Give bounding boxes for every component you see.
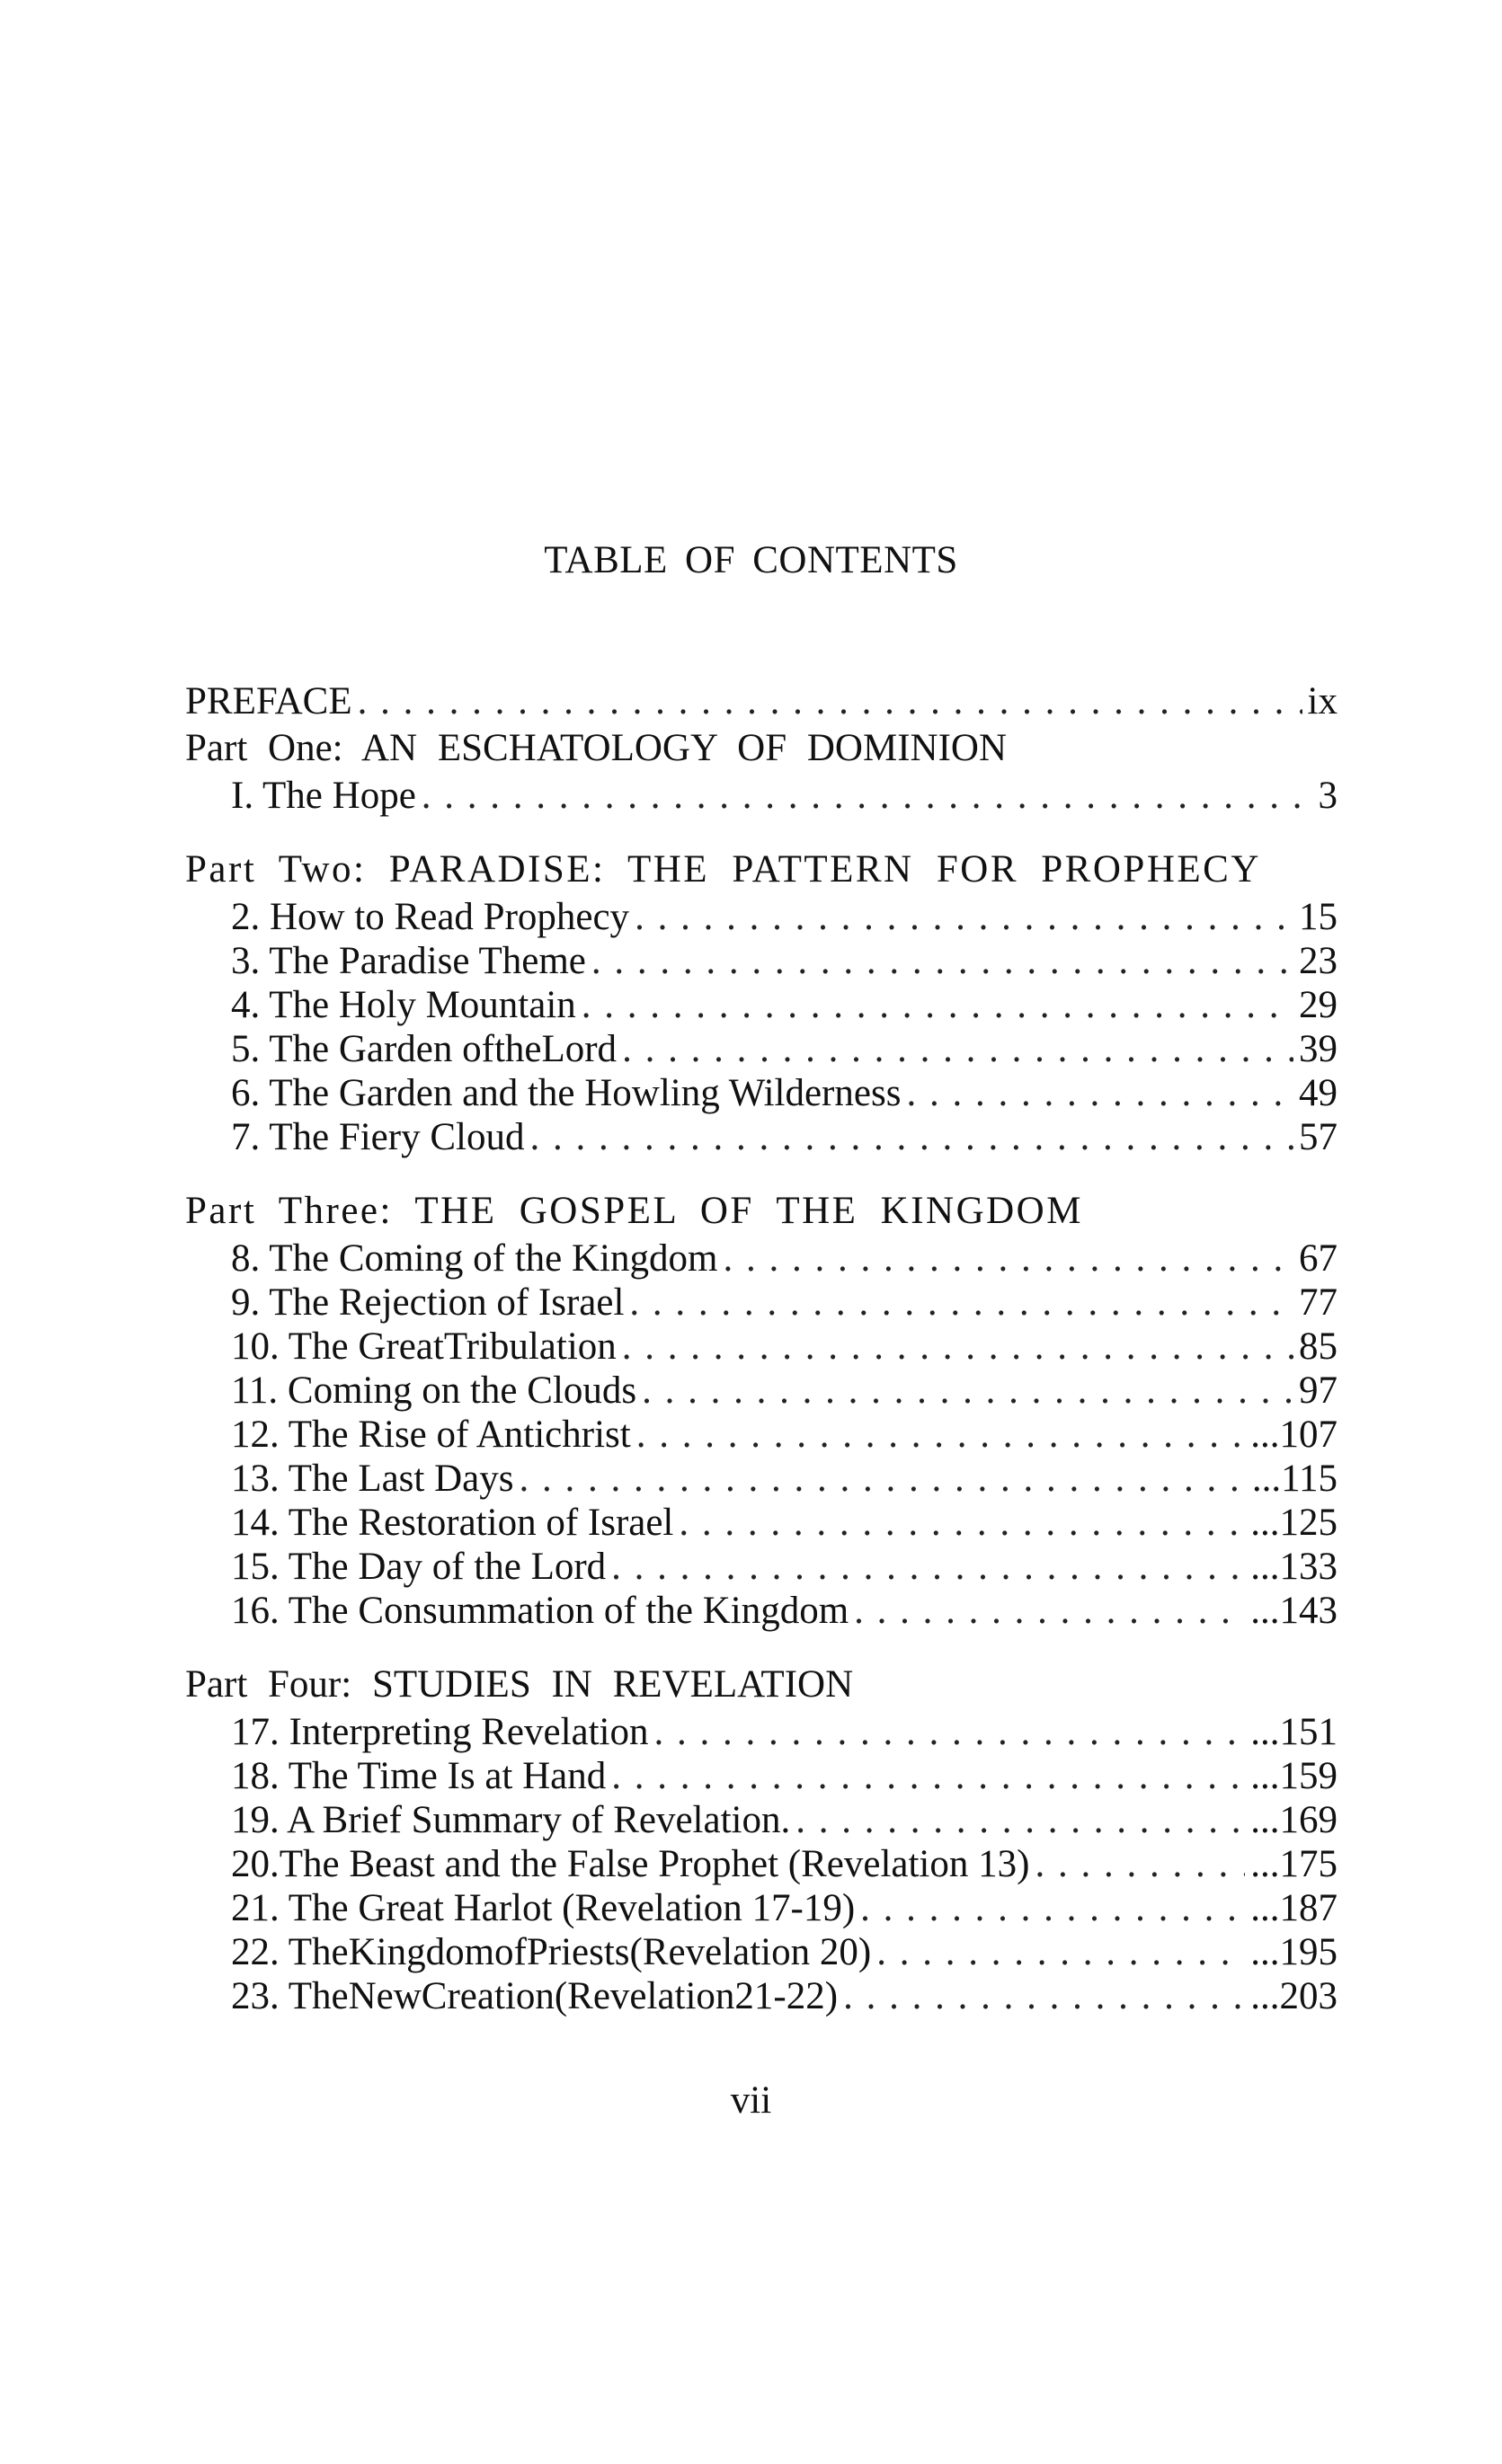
entry-label: 4. The Holy Mountain [231, 984, 576, 1026]
dot-leader [611, 1545, 1245, 1589]
entry-label: 16. The Consummation of the Kingdom [231, 1590, 849, 1632]
entry-page: 15 [1299, 896, 1338, 938]
toc-entry [185, 1886, 1338, 1930]
entry-label: 15. The Day of the Lord [231, 1546, 607, 1588]
entry-label: 11. Coming on the Clouds [231, 1369, 637, 1412]
entry-page: 77 [1299, 1281, 1338, 1324]
entry-page: ...159 [1250, 1755, 1338, 1797]
entry-label: 21. The Great Harlot (Revelation 17-19) [231, 1887, 856, 1929]
entry-page: 57 [1299, 1116, 1338, 1158]
entry-label: 19. A Brief Summary of Revelation. [231, 1799, 791, 1841]
entry-label: 5. The Garden oftheLord [231, 1028, 618, 1070]
entry-page: ...175 [1250, 1843, 1338, 1885]
entry-label: 17. Interpreting Revelation [231, 1711, 649, 1753]
toc-entry [185, 1754, 1338, 1798]
entry-label: 14. The Restoration of Israel [231, 1502, 674, 1544]
dot-leader [723, 1236, 1293, 1281]
entry-page: ...115 [1251, 1458, 1338, 1500]
part-heading: Part Two: PARADISE: THE PATTERN FOR PROPHECY [185, 848, 1261, 891]
entry-page: 3 [1318, 775, 1338, 817]
dot-leader [679, 1501, 1245, 1545]
entry-page: 85 [1299, 1325, 1338, 1368]
toc-entry [185, 1115, 1338, 1159]
dot-leader [860, 1886, 1245, 1930]
toc-entry [185, 1027, 1338, 1071]
dot-leader [1035, 1842, 1245, 1886]
dot-leader [529, 1115, 1293, 1159]
entry-label: 10. The GreatTribulation [231, 1325, 617, 1368]
dot-leader [636, 1413, 1246, 1457]
toc-entry [185, 983, 1338, 1027]
dot-leader [642, 1369, 1293, 1413]
spacer [185, 818, 1338, 845]
toc-entry [185, 1413, 1338, 1457]
dot-leader [611, 1754, 1245, 1798]
toc-entry [185, 939, 1338, 983]
toc-entry [185, 1545, 1338, 1589]
entry-page: 67 [1299, 1237, 1338, 1280]
dot-leader [635, 895, 1293, 939]
dot-leader [582, 983, 1293, 1027]
toc-entry [185, 1071, 1338, 1115]
entry-page: ix [1307, 680, 1338, 722]
entry-label: I. The Hope [231, 775, 416, 817]
toc-entry [185, 1501, 1338, 1545]
entry-page: 23 [1299, 940, 1338, 982]
toc-entry [185, 1930, 1338, 1974]
entry-label: 12. The Rise of Antichrist [231, 1414, 631, 1456]
dot-leader [854, 1589, 1245, 1633]
dot-leader [422, 774, 1313, 818]
entry-page: ...125 [1250, 1502, 1338, 1544]
toc-entry [185, 895, 1338, 939]
toc-entry [185, 1236, 1338, 1281]
toc-entry [185, 774, 1338, 818]
entry-label: 22. TheKingdomofPriests(Revelation 20) [231, 1931, 872, 1973]
entry-label: 8. The Coming of the Kingdom [231, 1237, 718, 1280]
dot-leader [622, 1027, 1293, 1071]
entry-page: ...133 [1250, 1546, 1338, 1588]
dot-leader [654, 1710, 1246, 1754]
dot-leader [622, 1325, 1293, 1369]
part-heading: Part Three: THE GOSPEL OF THE KINGDOM [185, 1190, 1083, 1232]
entry-label: 23. TheNewCreation(Revelation21-22) [231, 1975, 839, 2017]
page-number: vii [730, 2079, 772, 2122]
toc-entry-preface [185, 679, 1338, 723]
entry-page: 49 [1299, 1072, 1338, 1114]
entry-page: ...107 [1250, 1414, 1338, 1456]
table-of-contents [185, 679, 1338, 2018]
dot-leader [906, 1071, 1293, 1115]
dot-leader [629, 1281, 1293, 1325]
entry-label: 18. The Time Is at Hand [231, 1755, 607, 1797]
entry-label: 20.The Beast and the False Prophet (Revelation 13) [231, 1843, 1030, 1885]
dot-leader [591, 939, 1293, 983]
spacer [185, 1159, 1338, 1186]
toc-entry [185, 1281, 1338, 1325]
entry-page: ...169 [1250, 1799, 1338, 1841]
dot-leader [519, 1457, 1246, 1501]
toc-entry [185, 1798, 1338, 1842]
entry-label: 2. How to Read Prophecy [231, 896, 630, 938]
entry-label: 9. The Rejection of Israel [231, 1281, 625, 1324]
entry-page: 29 [1299, 984, 1338, 1026]
dot-leader [795, 1798, 1245, 1842]
toc-entry [185, 1457, 1338, 1501]
entry-page: ...203 [1250, 1975, 1338, 2017]
entry-page: ...151 [1250, 1711, 1338, 1753]
toc-entry [185, 1325, 1338, 1369]
entry-label: 7. The Fiery Cloud [231, 1116, 525, 1158]
dot-leader [876, 1930, 1245, 1974]
page-title: TABLE OF CONTENTS [544, 539, 958, 581]
toc-entry [185, 1710, 1338, 1754]
entry-label: PREFACE [185, 680, 352, 722]
toc-entry [185, 1589, 1338, 1633]
toc-entry [185, 1369, 1338, 1413]
dot-leader [358, 679, 1302, 723]
part-heading: Part One: AN ESCHATOLOGY OF DOMINION [185, 727, 1008, 769]
entry-label: 13. The Last Days [231, 1458, 514, 1500]
toc-entry [185, 1842, 1338, 1886]
entry-page: 97 [1299, 1369, 1338, 1412]
entry-page: ...195 [1250, 1931, 1338, 1973]
entry-page: ...143 [1250, 1590, 1338, 1632]
entry-label: 3. The Paradise Theme [231, 940, 586, 982]
entry-page: ...187 [1250, 1887, 1338, 1929]
spacer [185, 1633, 1338, 1660]
dot-leader [843, 1974, 1245, 2018]
toc-entry [185, 1974, 1338, 2018]
entry-label: 6. The Garden and the Howling Wilderness [231, 1072, 902, 1114]
entry-page: 39 [1299, 1028, 1338, 1070]
part-heading: Part Four: STUDIES IN REVELATION [185, 1663, 854, 1706]
